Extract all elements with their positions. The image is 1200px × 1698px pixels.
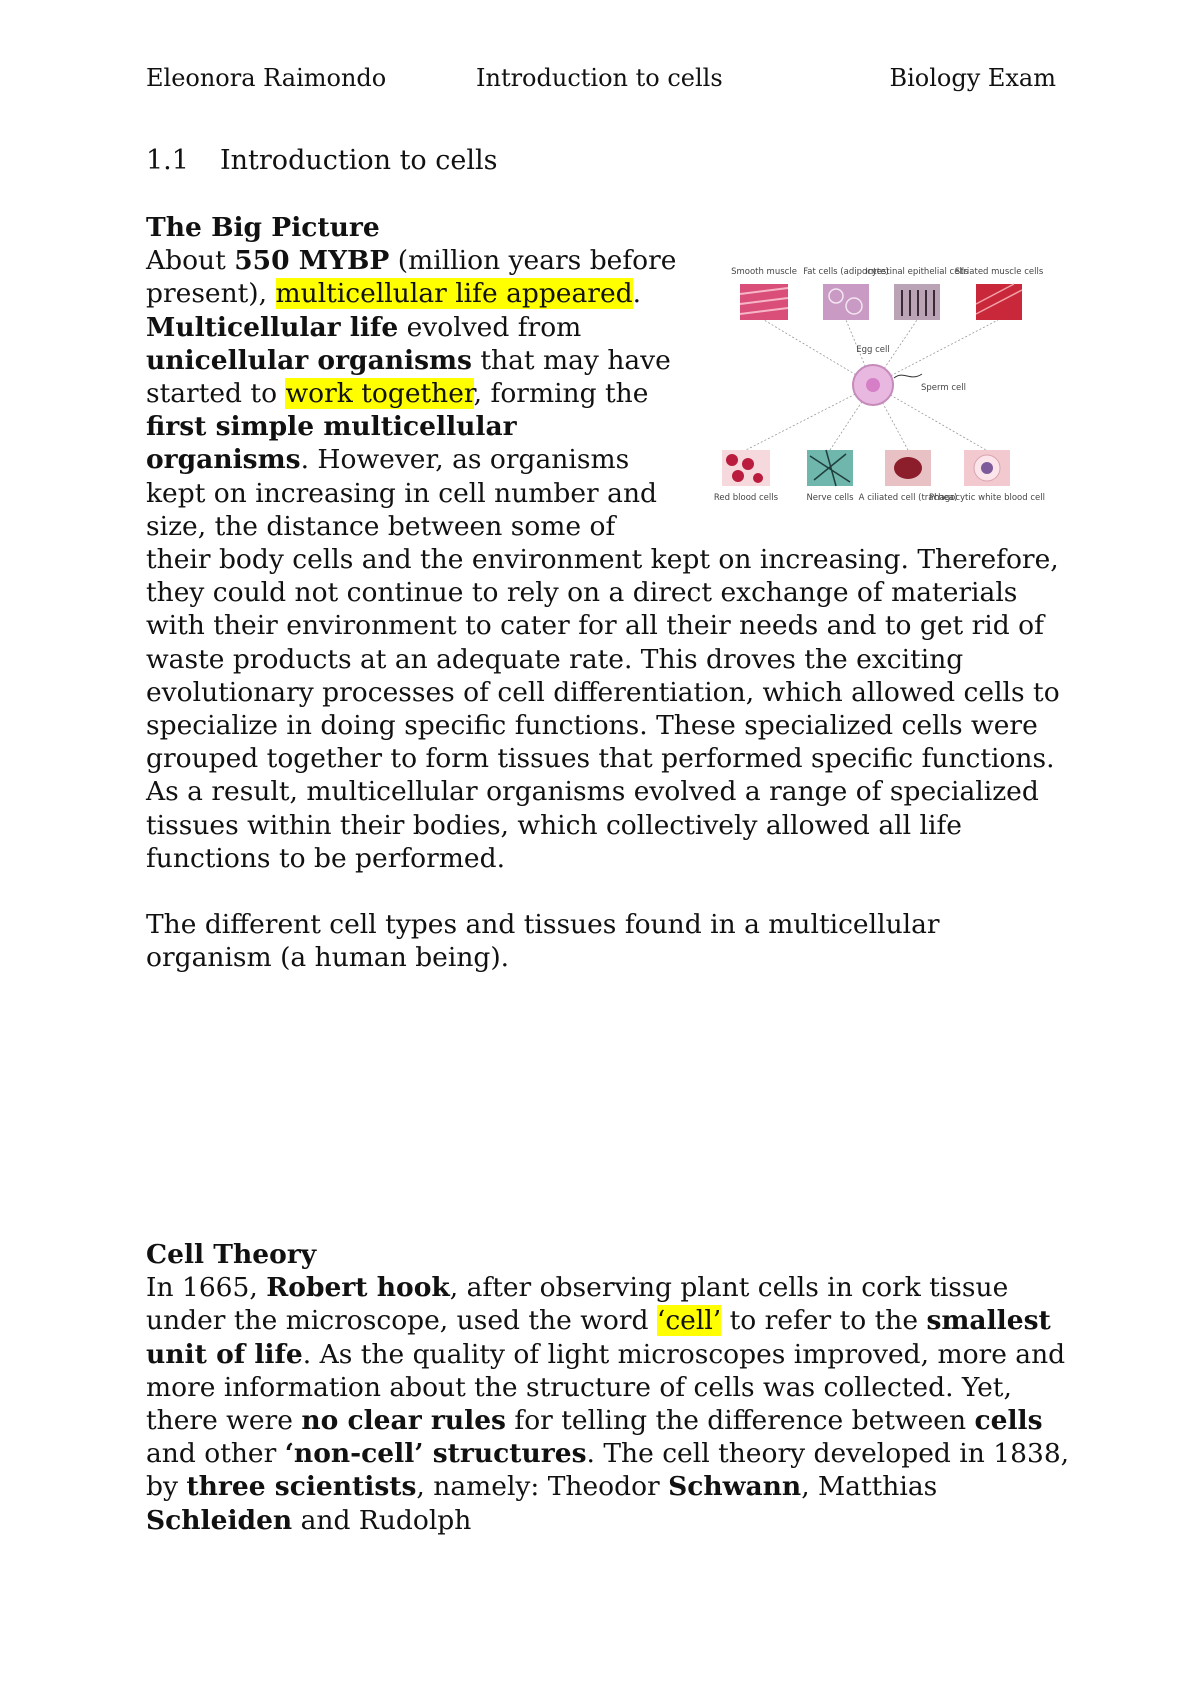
section-heading xyxy=(146,145,498,176)
label-smooth-muscle: Smooth muscle xyxy=(731,267,797,278)
text-run: , forming the xyxy=(473,378,649,410)
red-blood-cells-image xyxy=(722,450,770,486)
text-run: About xyxy=(146,245,235,277)
label-red-blood-cells: Red blood cells xyxy=(713,493,779,504)
text-run: , after observing plant cells in cork tissue under the microscope, used the word xyxy=(146,1272,1009,1337)
cell-theory-heading: Cell Theory xyxy=(146,1239,317,1270)
label-epithelial-cells: Intestinal epithelial cells xyxy=(865,267,969,278)
label-striated-muscle: Striated muscle cells xyxy=(954,267,1044,278)
label-nerve-cells: Nerve cells xyxy=(806,493,854,504)
figure-caption: The different cell types and tissues found in a multicellular organism (a human being). xyxy=(146,909,940,974)
label-sperm-cell: Sperm cell xyxy=(921,383,966,394)
smooth-muscle-image xyxy=(740,284,788,320)
section-number: 1.1 xyxy=(146,145,189,176)
big-picture-section xyxy=(146,211,1071,974)
bold-term: Schwann xyxy=(668,1471,802,1503)
bold-term: smallest unit of life xyxy=(146,1305,1051,1370)
highlighted-phrase: work together xyxy=(285,378,474,410)
bold-term: first simple multicellular organisms xyxy=(146,411,517,476)
bold-term: ‘non-cell’ structures xyxy=(284,1438,587,1470)
fat-cells-image xyxy=(823,284,869,320)
page-header xyxy=(146,64,1056,98)
cell-theory-section xyxy=(146,1238,1071,1537)
nerve-cells-image xyxy=(807,450,853,486)
bold-term: Robert hook xyxy=(266,1272,450,1304)
label-fat-cells: Fat cells (adipocyte) xyxy=(803,267,889,278)
cell-theory-paragraph xyxy=(146,1271,1071,1537)
highlighted-phrase: ‘cell’ xyxy=(656,1305,722,1337)
phagocytic-cell-image xyxy=(964,450,1010,486)
text-run: (million years before present), xyxy=(146,245,677,310)
text-run: evolved from xyxy=(398,311,582,343)
header-title: Introduction to cells xyxy=(476,64,723,92)
header-course: Biology Exam xyxy=(889,64,1056,92)
text-run: and Rudolph xyxy=(292,1504,472,1536)
egg-cell-image xyxy=(853,365,922,405)
text-run: to refer to the xyxy=(721,1305,927,1337)
striated-muscle-image xyxy=(976,284,1022,320)
cell-types-figure xyxy=(696,250,1071,540)
big-picture-heading: The Big Picture xyxy=(146,212,380,243)
highlighted-phrase: multicellular life appeared xyxy=(275,278,633,310)
text-run: . However, as organisms kept on increasing in cell number and size, the distance between some of their body cells and the environment kept on increasing. Therefore, they could not continue to rely on a direct exchange of materials with their environment to cater for all their needs and to get rid of waste products at an adequate rate. This droves the exciting evolutionary processes of cell differentiation, which allowed cells to specialize in doing specific functions. These specialized cells were grouped together to form tissues that performed specific functions. As a result, multicellular organisms evolved a range of specialized tissues within their bodies, which collectively allowed all life functions to be performed. xyxy=(146,444,1060,874)
bold-term: cells xyxy=(974,1405,1043,1437)
bold-term: Multicellular life xyxy=(146,311,399,343)
bold-term: Schleiden xyxy=(146,1504,293,1536)
ciliated-cell-image xyxy=(885,450,931,486)
text-run: for telling the difference between xyxy=(505,1405,975,1437)
section-title: Introduction to cells xyxy=(220,145,498,176)
bold-term: unicellular organisms xyxy=(146,344,472,376)
bold-term: three scientists xyxy=(186,1471,417,1503)
text-run: that may have started to xyxy=(146,344,671,410)
label-egg-cell: Egg cell xyxy=(856,345,890,356)
text-run: and other xyxy=(146,1438,285,1470)
text-run: . As the quality of light microscopes improved, more and more information about the structure of cells was collected. Yet, there were xyxy=(146,1338,1066,1437)
label-ciliated-cell: A ciliated cell (trachea) xyxy=(858,493,958,504)
label-phagocytic-cell: Phagocytic white blood cell xyxy=(929,493,1045,504)
epithelial-cells-image xyxy=(894,284,940,320)
text-run: , namely: Theodor xyxy=(416,1471,669,1503)
text-run: . The cell theory developed in 1838, by xyxy=(146,1438,1070,1503)
text-run: . xyxy=(632,278,642,310)
bold-term: 550 MYBP xyxy=(234,245,390,277)
text-run: , Matthias xyxy=(801,1471,938,1503)
text-run: In 1665, xyxy=(146,1272,267,1304)
header-author: Eleonora Raimondo xyxy=(146,64,387,92)
bold-term: no clear rules xyxy=(301,1405,506,1437)
